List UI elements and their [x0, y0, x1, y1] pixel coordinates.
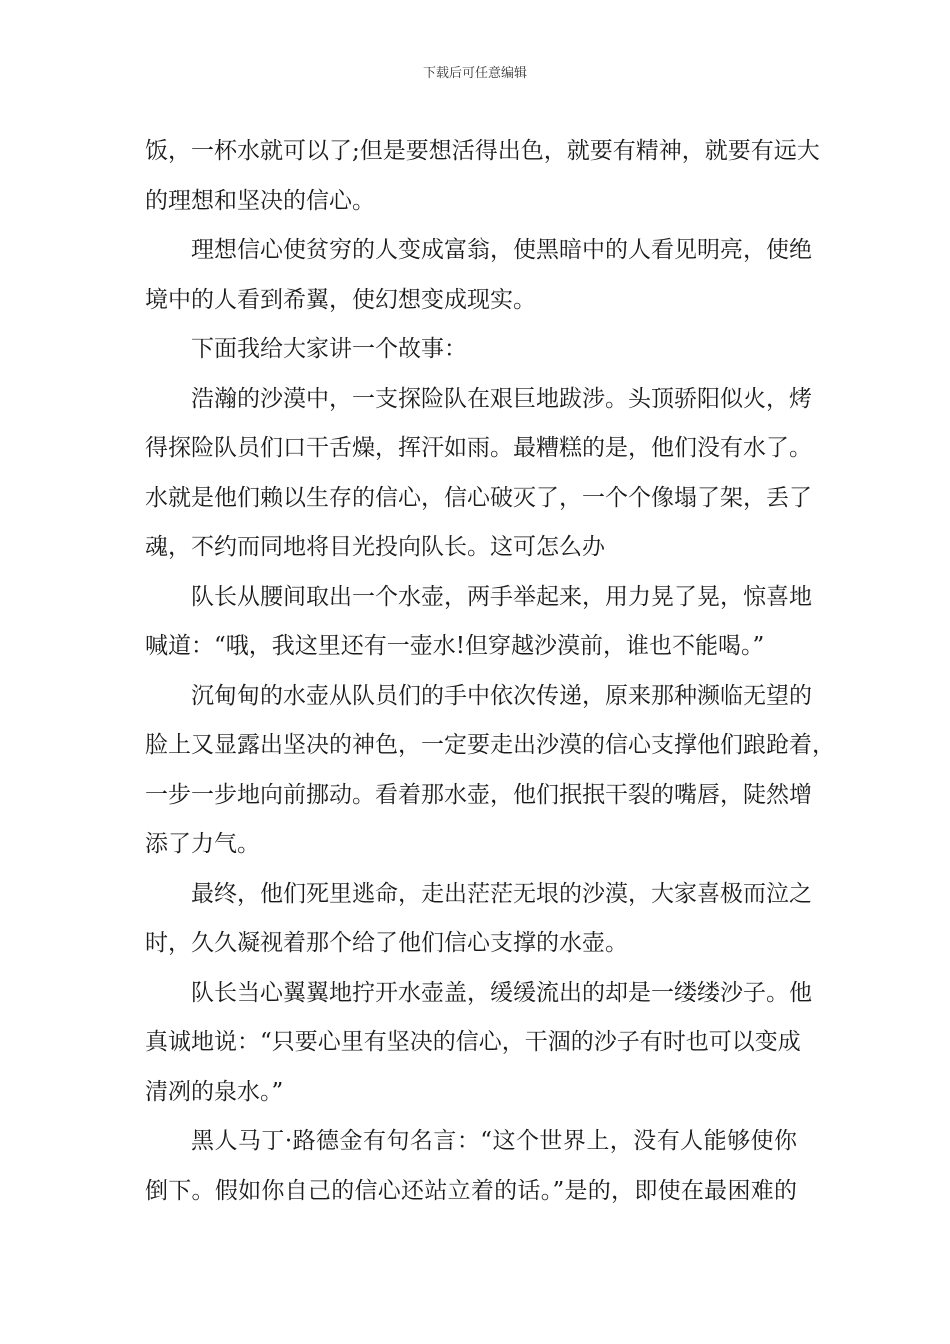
text-line: 水就是他们赖以生存的信心，信心破灭了，一个个像塌了架，丢了	[145, 484, 812, 511]
text-line: 魂，不约而同地将目光投向队长。这可怎么办	[145, 534, 605, 560]
paragraph	[145, 226, 812, 325]
text-line: 下面我给大家讲一个故事：	[191, 336, 467, 362]
text-line: 倒下。假如你自己的信心还站立着的话。”是的，即使在最困难的	[145, 1177, 797, 1204]
text-line: 的理想和坚决的信心。	[145, 187, 375, 214]
paragraph	[145, 127, 820, 226]
paragraph	[145, 573, 812, 672]
text-line: 黑人马丁·路德金有句名言：“这个世界上，没有人能够使你	[191, 1128, 797, 1154]
text-line: 真诚地说：“只要心里有坚决的信心，干涸的沙子有时也可以变成	[145, 1029, 801, 1055]
text-line: 理想信心使贫穷的人变成富翁，使黑暗中的人看见明亮，使绝	[191, 237, 812, 263]
text-line: 添了力气。	[145, 831, 260, 857]
text-line: 得探险队员们口干舌燥，挥汗如雨。最糟糕的是，他们没有水了。	[145, 435, 812, 461]
paragraph	[145, 325, 797, 375]
paragraph	[145, 672, 835, 870]
text-line: 清冽的泉水。”	[145, 1078, 284, 1105]
text-line: 队长从腰间取出一个水壶，两手举起来，用力晃了晃，惊喜地	[191, 583, 812, 610]
paragraph	[145, 870, 812, 969]
paragraph	[145, 375, 812, 573]
text-line: 队长当心翼翼地拧开水壶盖，缓缓流出的却是一缕缕沙子。他	[191, 979, 812, 1006]
text-line: 时，久久凝视着那个给了他们信心支撑的水壶。	[145, 930, 628, 956]
page-header: 下载后可任意编辑	[422, 66, 527, 81]
document-body	[145, 127, 835, 1216]
paragraph	[145, 1117, 797, 1216]
text-line: 沉甸甸的水壶从队员们的手中依次传递，原来那种濒临无望的	[191, 682, 812, 709]
text-line: 脸上又显露出坚决的神色，一定要走出沙漠的信心支撑他们踉跄着，	[145, 732, 835, 758]
paragraph	[145, 969, 812, 1118]
text-line: 浩瀚的沙漠中，一支探险队在艰巨地跋涉。头顶骄阳似火，烤	[191, 385, 812, 412]
text-line: 境中的人看到希翼，使幻想变成现实。	[145, 286, 536, 313]
text-line: 喊道：“哦，我这里还有一壶水!但穿越沙漠前，谁也不能喝。”	[145, 633, 765, 659]
text-line: 最终，他们死里逃命，走出茫茫无垠的沙漠，大家喜极而泣之	[191, 880, 812, 907]
text-line: 饭，一杯水就可以了;但是要想活得出色，就要有精神，就要有远大	[145, 138, 820, 164]
text-line: 一步一步地向前挪动。看着那水壶，他们抿抿干裂的嘴唇，陡然增	[145, 781, 812, 808]
